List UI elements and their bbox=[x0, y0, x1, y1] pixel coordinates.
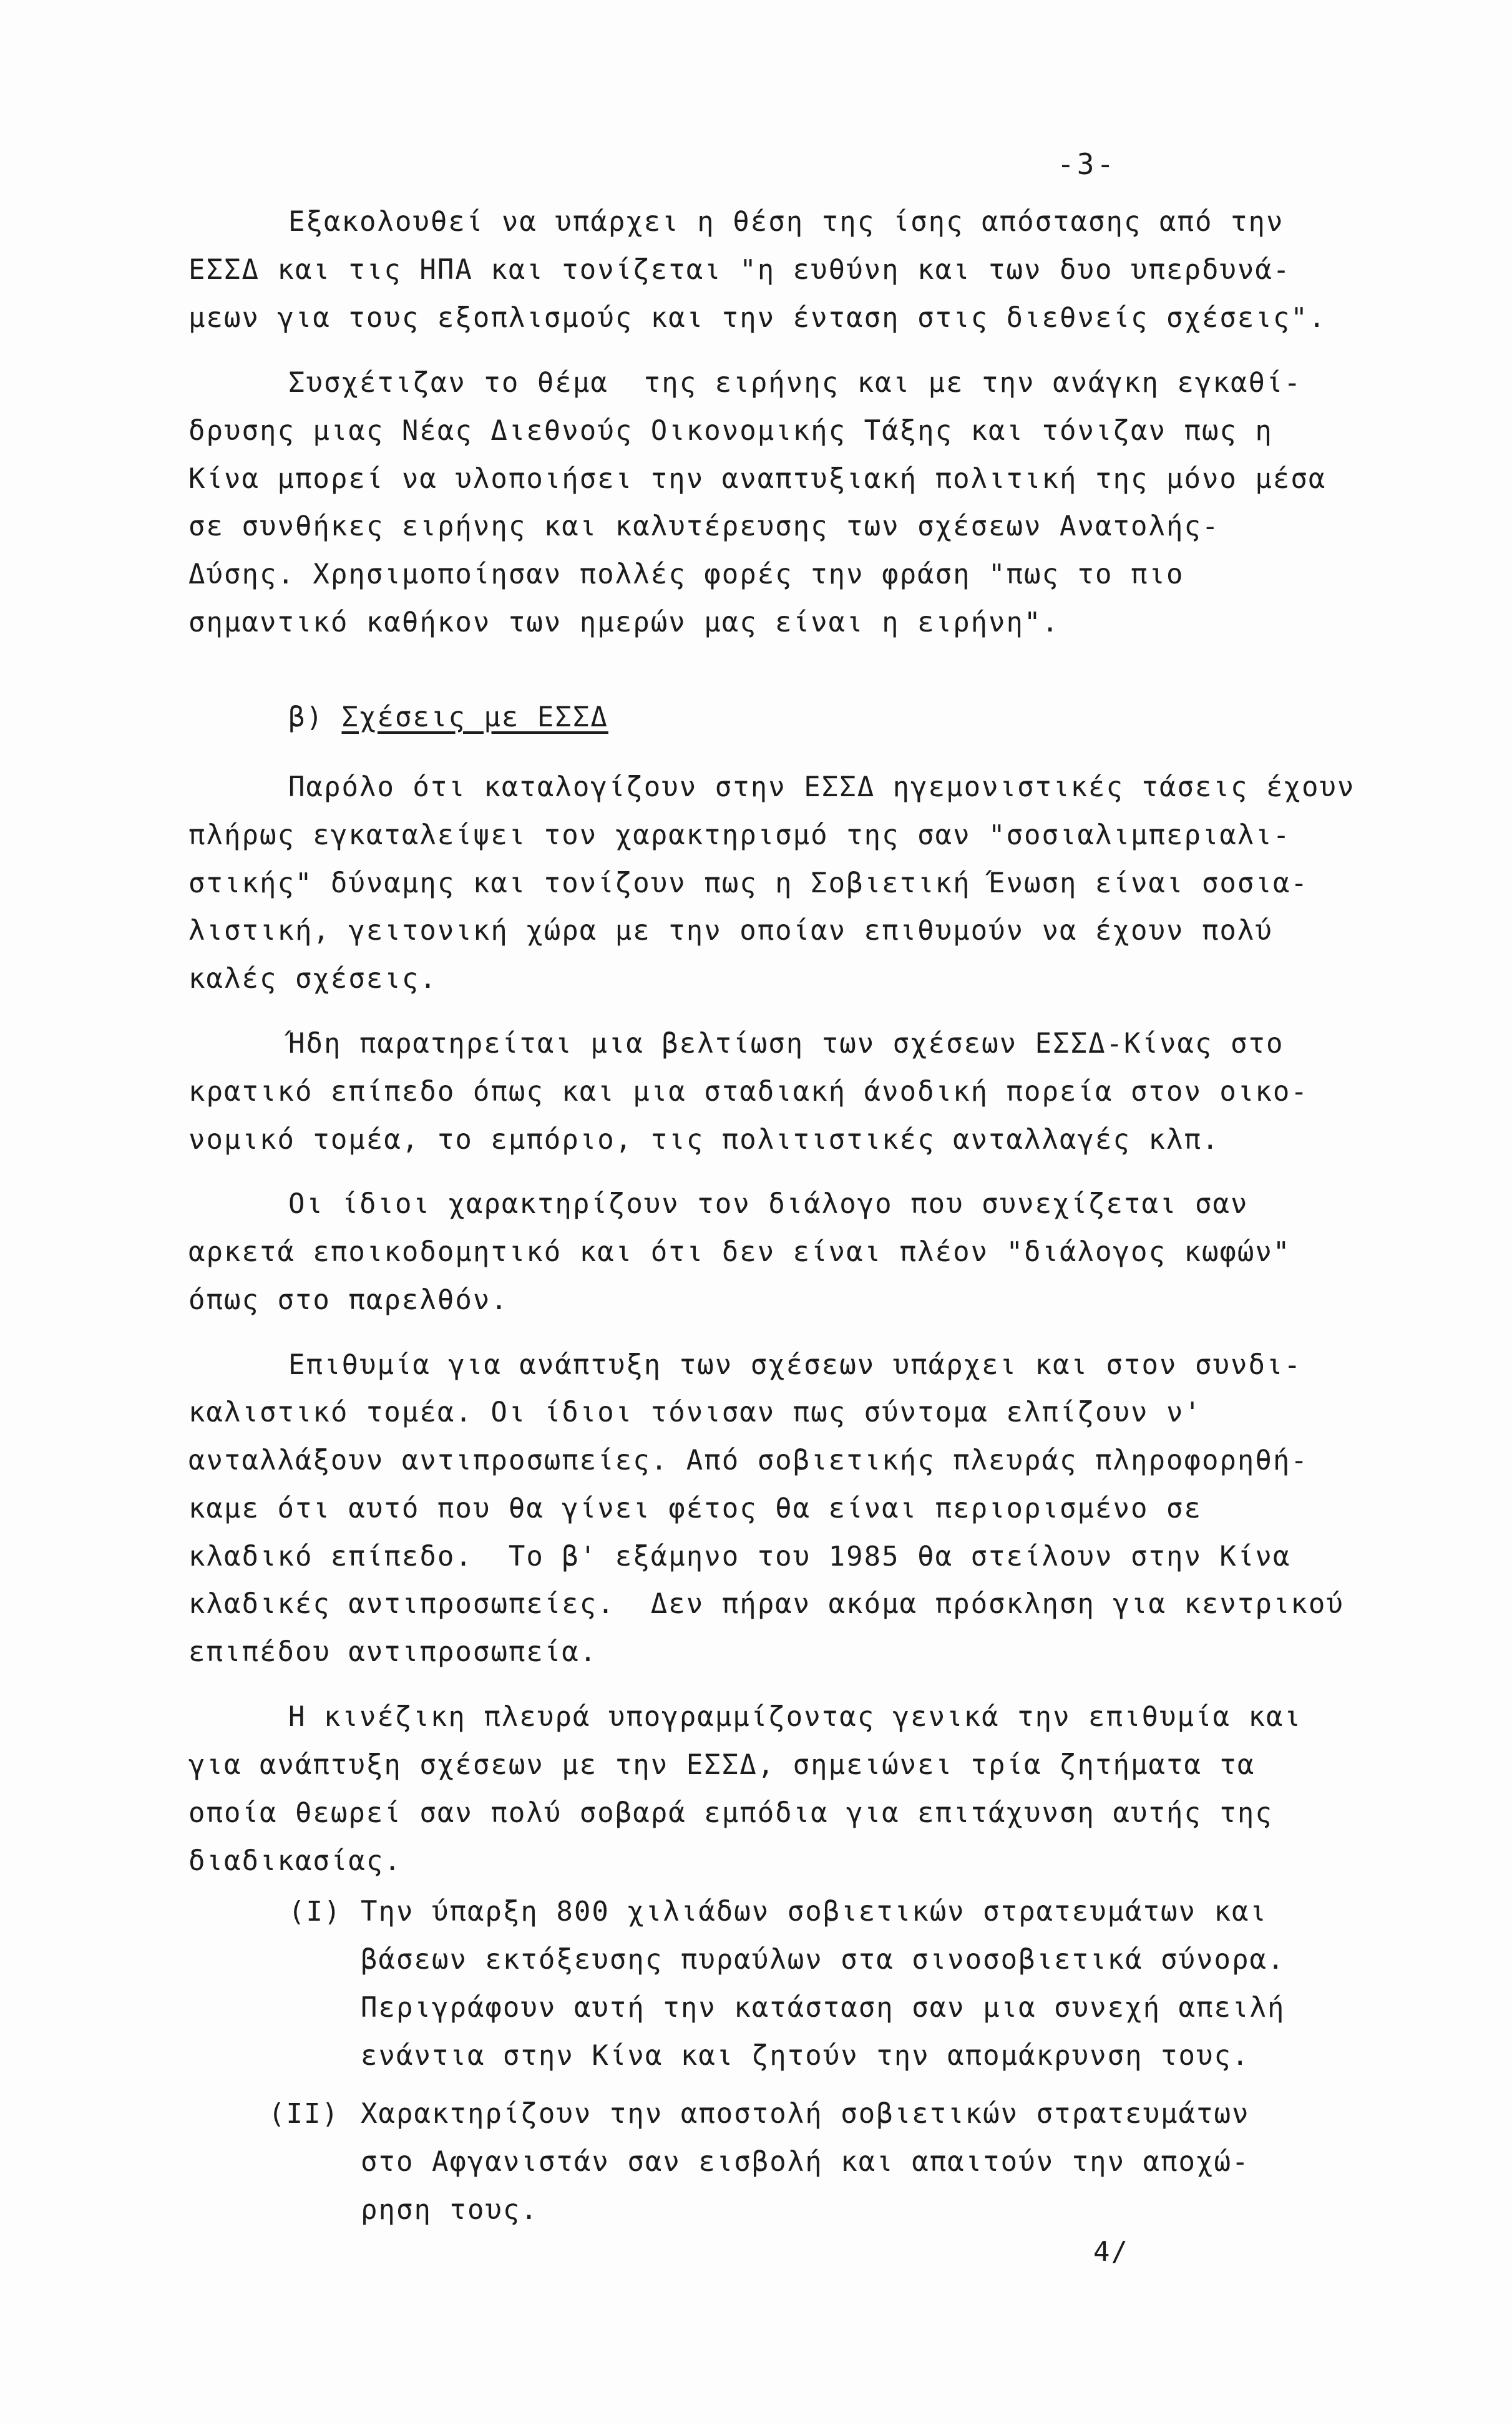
para7-line-3: οποία θεωρεί σαν πολύ σοβαρά εμπόδια για επιτάχυνση αυτής της bbox=[188, 1797, 1273, 1829]
para3-line-1: Παρόλο ότι καταλογίζουν στην ΕΣΣΔ ηγεμονιστικές τάσεις έχουν bbox=[288, 771, 1355, 803]
para4-line-3: νομικό τομέα, το εμπόριο, τις πολιτιστικές ανταλλαγές κλπ. bbox=[188, 1124, 1220, 1156]
para3-line-4: λιστική, γειτονική χώρα με την οποίαν επιθυμούν να έχουν πολύ bbox=[188, 915, 1273, 947]
para2-line-6: σημαντικό καθήκον των ημερών μας είναι η ειρήνη". bbox=[188, 607, 1060, 638]
para2-line-3: Κίνα μπορεί να υλοποιήσει την αναπτυξιακή πολιτική της μόνο μέσα bbox=[188, 463, 1327, 495]
para5-line-1: Οι ίδιοι χαρακτηρίζουν τον διάλογο που συνεχίζεται σαν bbox=[288, 1188, 1249, 1220]
para6-line-6: κλαδικές αντιπροσωπείες. Δεν πήραν ακόμα πρόσκληση για κεντρικού bbox=[188, 1588, 1344, 1620]
section-heading bbox=[288, 699, 608, 736]
item1-line-1: Την ύπαρξη 800 χιλιάδων σοβιετικών στρατευμάτων και bbox=[361, 1896, 1268, 1928]
para6-line-4: καμε ότι αυτό που θα γίνει φέτος θα είναι περιορισμένο σε bbox=[188, 1493, 1202, 1524]
continuation-marker: 4/ bbox=[1093, 2236, 1129, 2268]
para2-line-5: Δύσης. Χρησιμοποίησαν πολλές φορές την φράση "πως το πιο bbox=[188, 558, 1184, 590]
para5-line-3: όπως στο παρελθόν. bbox=[188, 1284, 509, 1316]
para3-line-5: καλές σχέσεις. bbox=[188, 963, 437, 995]
para4-line-1: Ήδη παρατηρείται μια βελτίωση των σχέσεων ΕΣΣΔ-Κίνας στο bbox=[288, 1028, 1284, 1060]
item2-line-1: Χαρακτηρίζουν την αποστολή σοβιετικών στρατευμάτων bbox=[361, 2098, 1250, 2130]
para2-line-4: σε συνθήκες ειρήνης και καλυτέρευσης των σχέσεων Ανατολής- bbox=[188, 510, 1220, 542]
page-number: -3- bbox=[1057, 147, 1117, 181]
para5-line-2: αρκετά εποικοδομητικό και ότι δεν είναι πλέον "διάλογος κωφών" bbox=[188, 1236, 1291, 1268]
para6-line-5: κλαδικό επίπεδο. Το β' εξάμηνο του 1985 θα στείλουν στην Κίνα bbox=[188, 1541, 1291, 1572]
para2-line-1: Συσχέτιζαν το θέμα της ειρήνης και με την ανάγκη εγκαθί- bbox=[288, 367, 1302, 399]
para6-line-2: καλιστικό τομέα. Οι ίδιοι τόνισαν πως σύντομα ελπίζουν ν' bbox=[188, 1397, 1202, 1428]
item2-marker: (II) bbox=[268, 2098, 339, 2130]
section-title: Σχέσεις με ΕΣΣΔ bbox=[341, 701, 608, 733]
item1-line-2: βάσεων εκτόξευσης πυραύλων στα σινοσοβιετικά σύνορα. bbox=[361, 1944, 1285, 1976]
para6-line-1: Επιθυμία για ανάπτυξη των σχέσεων υπάρχει και στον συνδι- bbox=[288, 1349, 1302, 1381]
para1-line-2: ΕΣΣΔ και τις ΗΠΑ και τονίζεται "η ευθύνη και των δυο υπερδυνά- bbox=[188, 254, 1291, 286]
para4-line-2: κρατικό επίπεδο όπως και μια σταδιακή άνοδική πορεία στον οικο- bbox=[188, 1076, 1309, 1108]
item1-marker: (I) bbox=[288, 1896, 342, 1928]
para6-line-7: επιπέδου αντιπροσωπεία. bbox=[188, 1636, 598, 1668]
para2-line-2: δρυσης μιας Νέας Διεθνούς Οικονομικής Τάξης και τόνιζαν πως η bbox=[188, 415, 1273, 447]
item2-line-2: στο Αφγανιστάν σαν εισβολή και απαιτούν την αποχώ- bbox=[361, 2146, 1250, 2178]
para3-line-3: στικής" δύναμης και τονίζουν πως η Σοβιετική Ένωση είναι σοσια- bbox=[188, 867, 1309, 899]
para1-line-3: μεων για τους εξοπλισμούς και την ένταση στις διεθνείς σχέσεις". bbox=[188, 302, 1327, 334]
para3-line-2: πλήρως εγκαταλείψει τον χαρακτηρισμό της σαν "σοσιαλιμπεριαλι- bbox=[188, 819, 1291, 851]
item2-line-3: ρηση τους. bbox=[361, 2194, 539, 2226]
section-label: β) bbox=[288, 701, 324, 733]
para6-line-3: ανταλλάξουν αντιπροσωπείες. Από σοβιετικής πλευράς πληροφορηθή- bbox=[188, 1445, 1309, 1476]
para7-line-2: για ανάπτυξη σχέσεων με την ΕΣΣΔ, σημειώνει τρία ζητήματα τα bbox=[188, 1749, 1256, 1781]
para7-line-4: διαδικασίας. bbox=[188, 1845, 402, 1877]
para1-line-1: Εξακολουθεί να υπάρχει η θέση της ίσης απόστασης από την bbox=[288, 206, 1284, 238]
item1-line-3: Περιγράφουν αυτή την κατάσταση σαν μια συνεχή απειλή bbox=[361, 1992, 1285, 2024]
item1-line-4: ενάντια στην Κίνα και ζητούν την απομάκρυνση τους. bbox=[361, 2040, 1250, 2072]
para7-line-1: Η κινέζικη πλευρά υπογραμμίζοντας γενικά την επιθυμία και bbox=[288, 1701, 1302, 1733]
